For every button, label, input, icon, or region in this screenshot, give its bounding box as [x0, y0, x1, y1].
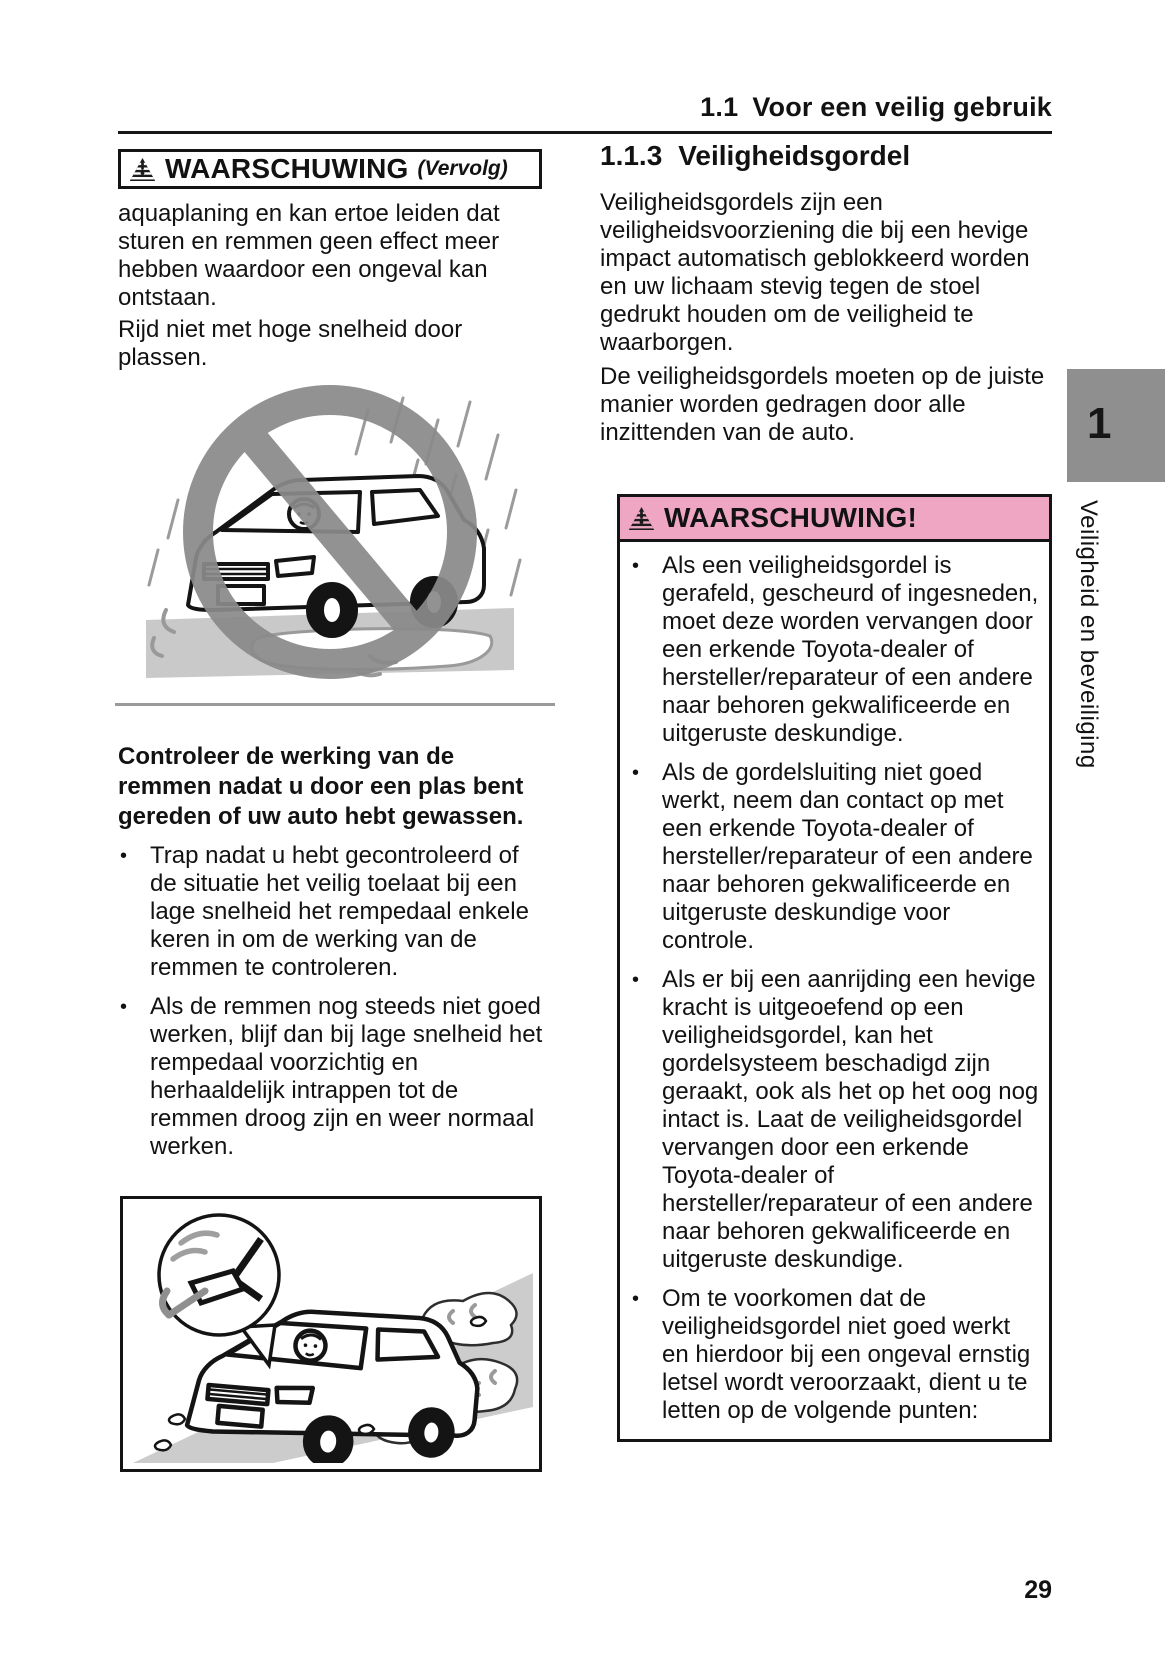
chapter-tab: [1067, 369, 1165, 482]
bullet-text: Als een veiligheidsgordel is gerafeld, gescheurd of ingesneden, moet deze worden vervangen door een erkende Toyota-dealer of hersteller/reparateur of een andere naar behoren gekwalificeerde en uitgeruste deskundige.: [662, 552, 1039, 747]
bullet-marker: •: [120, 845, 128, 867]
warning-title: WAARSCHUWING!: [664, 502, 918, 533]
page-number: 29: [1024, 1576, 1052, 1604]
bullet-text: Als de remmen nog steeds niet goed werken, blijf dan bij lage snelheid het rempedaal voorzichtig en herhaaldelijk intrappen tot de remmen droog zijn en weer normaal werken.: [150, 993, 543, 1160]
warning-triangle-icon: [628, 506, 655, 531]
page-header: [118, 92, 1052, 123]
bullet-marker: •: [632, 969, 640, 991]
bullet-marker: •: [632, 762, 640, 784]
section-divider: [115, 703, 555, 706]
brake-check-bullet-list: [118, 842, 550, 1161]
section-heading: [600, 140, 1052, 172]
section-title: Veiligheidsgordel: [678, 140, 911, 171]
bullet-text: Als er bij een aanrijding een hevige kracht is uitgeoefend op een veiligheidsgordel, kan het gordelsysteem beschadigd zijn geraakt, ook als het op het oog nog intact is. Laat de veiligheidsgordel vervangen door een erkende Toyota-dealer of hersteller/reparateur of een andere naar behoren gekwalificeerde en uitgeruste deskundige.: [662, 966, 1039, 1273]
bullet-text: Trap nadat u hebt gecontroleerd of de situatie het veilig toelaat bij een lage snelheid het rempedaal enkele keren in om de werking van de remmen te controleren.: [150, 842, 529, 981]
prohibition-van-graphic: [118, 380, 542, 694]
list-item: [630, 1285, 1041, 1425]
no-speeding-through-puddles-illustration: [118, 380, 542, 694]
header-section-number: 1.1: [700, 92, 739, 122]
paragraph-seatbelt-intro: Veiligheidsgordels zijn een veiligheidsvoorziening die bij een hevige impact automatisch geblokkeerd worden en uw lichaam stevig tegen de stoel gedrukt houden om de veiligheid te waarborgen.: [600, 189, 1030, 356]
bullet-marker: •: [632, 1288, 640, 1310]
paragraph-aquaplaning: aquaplaning en kan ertoe leiden dat sturen en remmen geen effect meer hebben waardoor een ongeval kan ontstaan.: [118, 200, 500, 311]
warning-title: WAARSCHUWING: [165, 153, 409, 184]
bullet-text: Als de gordelsluiting niet goed werkt, neem dan contact op met een erkende Toyota-dealer of hersteller/reparateur of een andere naar behoren gekwalificeerde en uitgeruste deskundige voor controle.: [662, 759, 1033, 954]
brake-pedal-bubble: [159, 1215, 279, 1365]
seatbelt-warning-box: [617, 494, 1052, 1442]
warning-triangle-icon: [129, 157, 156, 182]
list-item: [630, 759, 1041, 955]
bullet-marker: •: [120, 996, 128, 1018]
warning-box-header: [620, 497, 1049, 542]
brake-pedal-graphic: [123, 1199, 533, 1463]
list-item: [118, 993, 550, 1161]
brake-check-heading: Controleer de werking van de remmen nadat u door een plas bent gereden of uw auto hebt gewassen.: [118, 743, 524, 830]
warning-continued-label: (Vervolg): [417, 157, 508, 180]
bullet-text: Om te voorkomen dat de veiligheidsgordel niet goed werkt en hierdoor bij een ongeval ernstig letsel wordt veroorzaakt, dient u te letten op de volgende punten:: [662, 1285, 1031, 1424]
brake-pedal-illustration: [120, 1196, 542, 1472]
warning-box-body: [620, 542, 1049, 1439]
warning-continued-box: [118, 149, 542, 189]
list-item: [118, 842, 550, 982]
chapter-number: 1: [1087, 398, 1112, 448]
paragraph-seatbelt-wear: De veiligheidsgordels moeten op de juiste manier worden gedragen door alle inzittenden van de auto.: [600, 363, 1045, 446]
warning-bullet-list: [630, 552, 1041, 1425]
paragraph-no-high-speed: Rijd niet met hoge snelheid door plassen.: [118, 316, 463, 371]
header-rule: [118, 131, 1052, 134]
section-number: 1.1.3: [600, 140, 663, 171]
header-section-title: Voor een veilig gebruik: [752, 92, 1052, 122]
list-item: [630, 552, 1041, 748]
bullet-marker: •: [632, 555, 640, 577]
list-item: [630, 966, 1041, 1274]
chapter-title-vertical: Veiligheid en beveiliging: [1075, 500, 1102, 769]
